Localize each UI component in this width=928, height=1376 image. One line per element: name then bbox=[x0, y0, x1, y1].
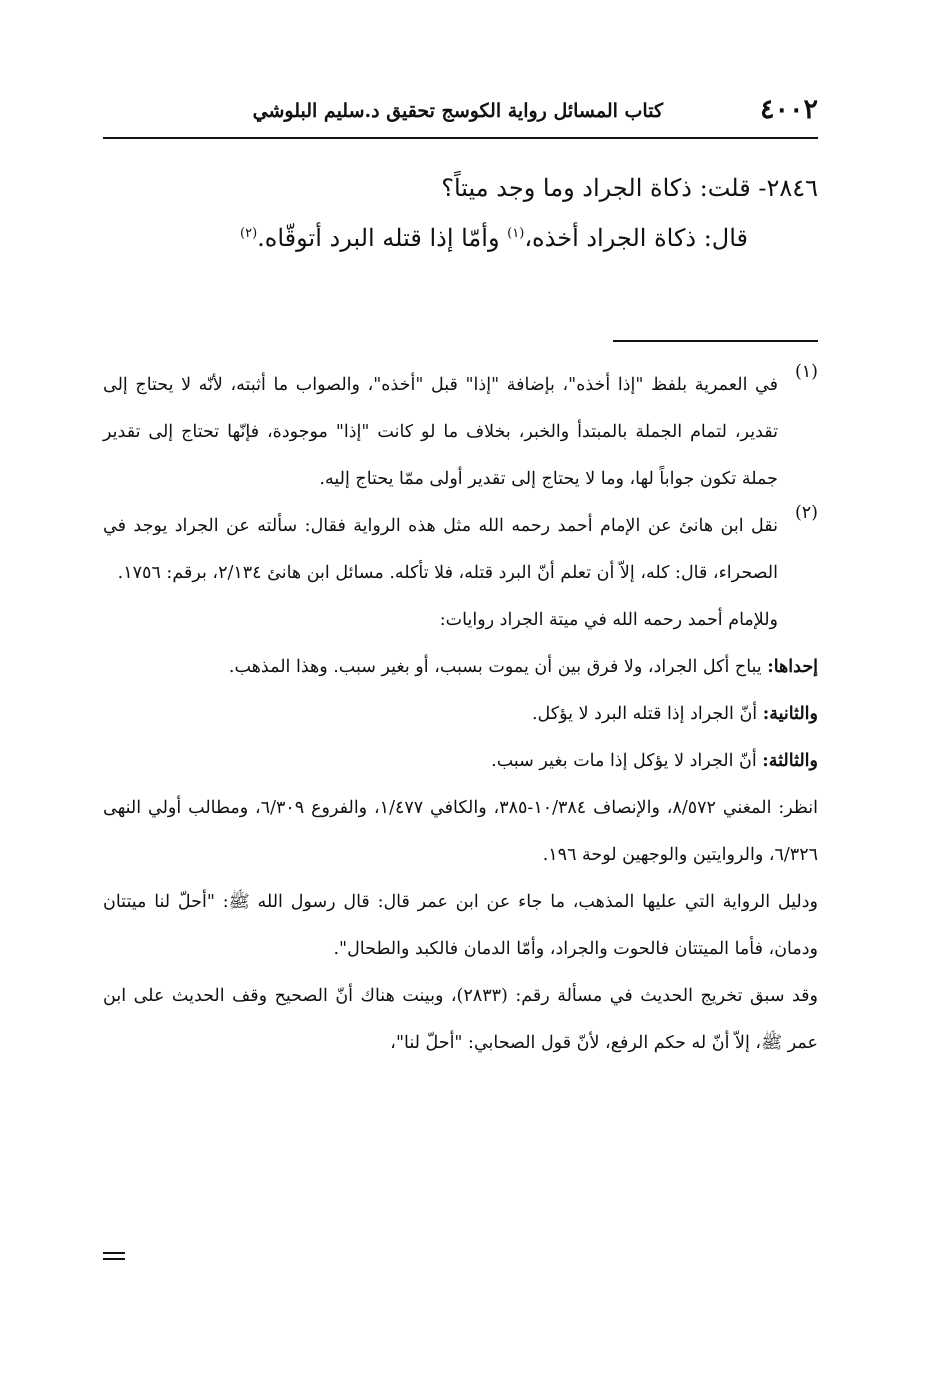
third-narration-text: أنّ الجراد لا يؤكل إذا مات بغير سبب. bbox=[491, 751, 763, 771]
second-narration-text: أنّ الجراد إذا قتله البرد لا يؤكل. bbox=[531, 704, 763, 724]
question-2846: ٢٨٤٦- قلت: ذكاة الجراد وما وجد ميتاً؟ bbox=[441, 174, 818, 202]
continuation-line-bottom bbox=[103, 1258, 125, 1260]
main-text bbox=[103, 170, 818, 256]
first-narration-label: إحداها: bbox=[767, 657, 818, 677]
footnote-1-text: في العمرية بلفظ "إذا أخذه"، بإضافة "إذا" قبل "أخذه"، والصواب ما أثبته، لأنّه لا يحتاج إلى تقدير، لتمام الجملة بالمبتدأ والخبر، بخلاف ما لو كانت "إذا" موجودة، فإنّها تحتاج إلى تقدير جملة تكون جواباً لها، وما لا يحتاج إلى تقدير أولى ممّا يحتاج إليه. bbox=[103, 375, 778, 489]
second-narration-label: والثانية: bbox=[762, 704, 818, 724]
answer-part-1: قال: ذكاة الجراد أخذه، bbox=[524, 224, 748, 252]
page-header bbox=[103, 90, 818, 136]
footnote-ref-1: (١) bbox=[507, 226, 525, 241]
footnote-2-number: (٢) bbox=[794, 503, 818, 523]
footnotes bbox=[103, 362, 818, 1067]
first-narration-text: يباح أكل الجراد، ولا فرق بين أن يموت بسبب، أو بغير سبب. وهذا المذهب. bbox=[228, 657, 768, 677]
footnote-2-takhrij: وقد سبق تخريج الحديث في مسألة رقم: (٢٨٣٣)، وبينت هناك أنّ الصحيح وقف الحديث على ابن عمر ﷺ، إلاّ أنّ له حكم الرفع، لأنّ قول الصحابي: "أحلّ لنا"، bbox=[103, 986, 818, 1053]
footnote-ref-2: (٢) bbox=[240, 226, 258, 241]
footnote-2-second-narration bbox=[103, 691, 818, 738]
footnote-2-first-narration bbox=[103, 644, 818, 691]
answer-part-2: وأمّا إذا قتله البرد أتوقّاه. bbox=[257, 224, 508, 252]
continuation-mark bbox=[103, 1252, 125, 1264]
footnote-separator bbox=[613, 340, 818, 342]
running-title: كتاب المسائل رواية الكوسج تحقيق د.سليم البلوشي bbox=[252, 100, 663, 122]
footnote-2-intro: وللإمام أحمد رحمه الله في ميتة الجراد روايات: bbox=[439, 610, 778, 630]
footnote-2-third-narration bbox=[103, 738, 818, 785]
answer-2846 bbox=[103, 220, 818, 256]
footnote-2-references: انظر: المغني ٨/٥٧٢، والإنصاف ١٠/٣٨٤-٣٨٥، والكافي ١/٤٧٧، والفروع ٦/٣٠٩، ومطالب أولي النهى ٦/٣٢٦، والروايتين والوجهين لوحة ١٩٦. bbox=[103, 798, 818, 865]
continuation-line-top bbox=[103, 1252, 125, 1254]
footnote-2 bbox=[103, 503, 818, 597]
third-narration-label: والثالثة: bbox=[762, 751, 818, 771]
page-number: ٤٠٠٢ bbox=[759, 94, 818, 125]
footnote-2-text: نقل ابن هانئ عن الإمام أحمد رحمه الله مثل هذه الرواية فقال: سألته عن الجراد يوجد في الصحراء، قال: كله، إلاّ أن تعلم أنّ البرد قتله، فلا تأكله. مسائل ابن هانئ ٢/١٣٤، برقم: ١٧٥٦. bbox=[103, 516, 778, 583]
footnote-1-number: (١) bbox=[794, 362, 818, 382]
footnote-2-evidence: ودليل الرواية التي عليها المذهب، ما جاء عن ابن عمر قال: قال رسول الله ﷺ: "أحلّ لنا ميتتان ودمان، فأما الميتتان فالحوت والجراد، وأمّا الدمان فالكبد والطحال". bbox=[103, 892, 818, 959]
footnote-1 bbox=[103, 362, 818, 503]
header-rule bbox=[103, 137, 818, 139]
